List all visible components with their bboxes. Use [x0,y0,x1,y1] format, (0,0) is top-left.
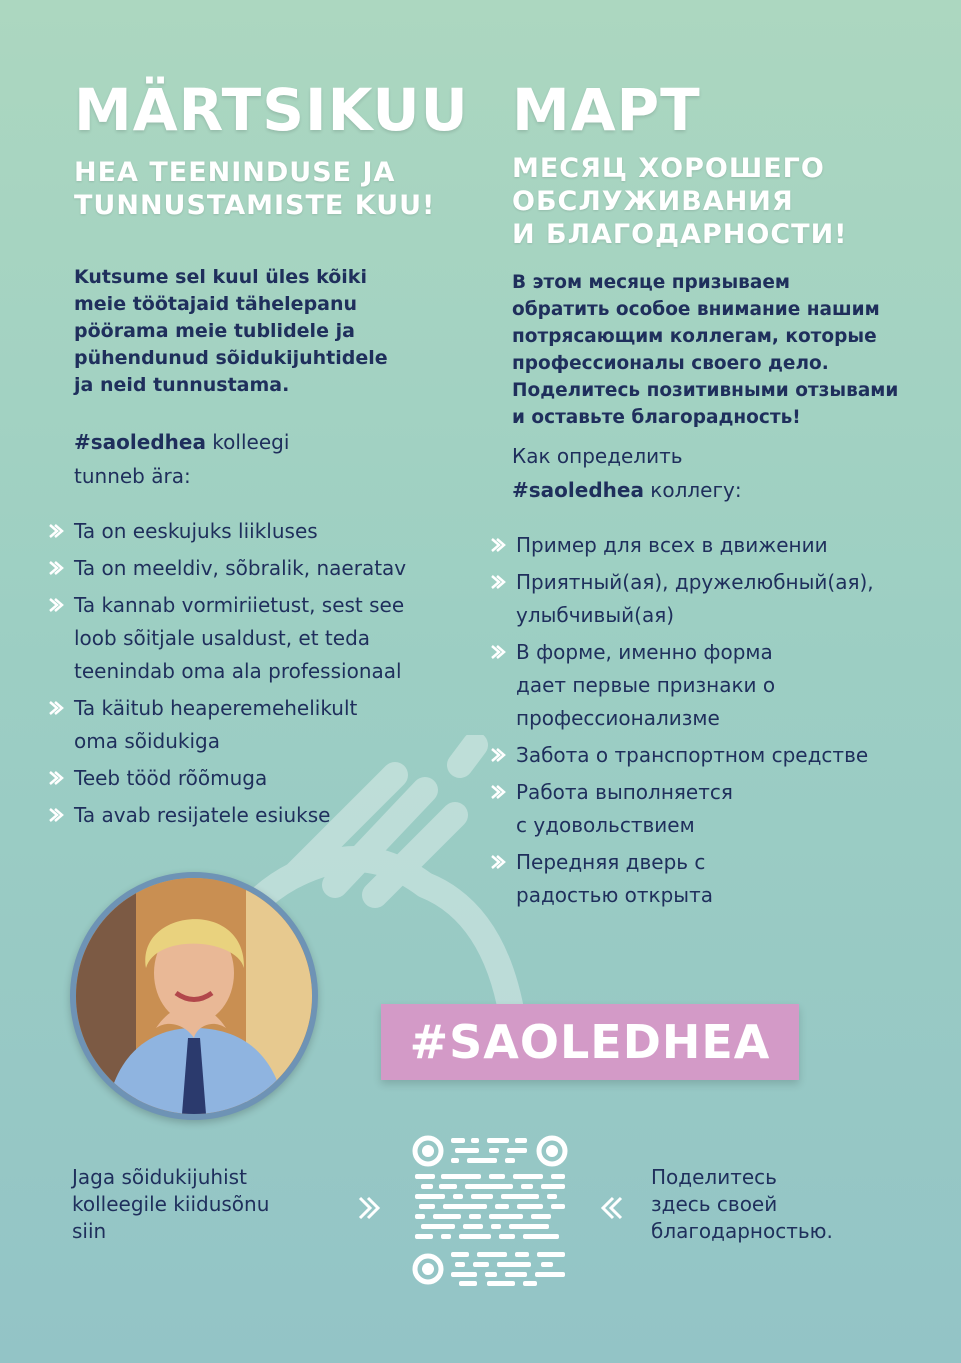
list-item [516,846,952,912]
footer-line: здесь своей [651,1192,778,1216]
russian-hashtag: #saoledhea [512,478,644,502]
list-item [516,776,952,842]
estonian-column [74,78,494,836]
estonian-title: MÄRTSIKUU [74,76,469,144]
footer-line: kolleegile kiidusõnu [72,1192,270,1216]
russian-intro-line: В этом месяце призываем [512,272,791,293]
driver-illustration [76,878,312,1114]
bullet-text: Работа выполняется [516,780,733,804]
list-item [516,529,952,562]
russian-intro-line: профессионалы своего дело. [512,353,829,374]
bullet-text: Передняя дверь с [516,850,706,874]
footer-line: siin [72,1219,107,1243]
chevron-right-icon [48,808,64,822]
russian-intro-line: обратить особое внимание нашим [512,299,880,320]
list-item [74,799,494,832]
footer-line: Поделитесь [651,1165,777,1189]
estonian-hashtag: #saoledhea [74,430,206,454]
footer-line: Jaga sõidukijuhist [72,1165,247,1189]
russian-intro-line: потрясающим коллегам, которые [512,326,877,347]
footer-line: благодарностью. [651,1219,833,1243]
chevron-right-icon [48,561,64,575]
list-item [74,692,494,758]
chevron-right-icon [48,598,64,612]
estonian-tag-rest1: kolleegi [205,430,290,454]
chevron-right-icon [48,524,64,538]
arrow-right-icon [357,1196,383,1220]
list-item [74,515,494,548]
russian-intro [512,269,952,431]
estonian-footer-text [72,1164,322,1245]
bullet-text: Ta kannab vormiriietust, sest see [74,593,405,617]
bullet-text: Ta on meeldiv, sõbralik, naeratav [74,556,407,580]
estonian-intro-line: pöörama meie tublidele ja [74,320,355,342]
chevron-right-icon [490,785,506,799]
russian-tag-line1: Как определить [512,444,683,468]
estonian-intro [74,264,494,399]
chevron-right-icon [490,575,506,589]
estonian-tagline [74,425,494,493]
list-item [516,739,952,772]
bullet-text: Забота о транспортном средстве [516,743,869,767]
bullet-text: В форме, именно форма [516,640,773,664]
list-item [74,762,494,795]
list-item [516,566,952,632]
bullet-text: Приятный(ая), дружелюбный(ая), [516,570,874,594]
bullet-text: Ta avab resijatele esiukse [74,803,331,827]
bullet-text: loob sõitjale usaldust, et teda [74,626,371,650]
chevron-right-icon [490,855,506,869]
bullet-text: Ta on eeskujuks liikluses [74,519,318,543]
driver-photo [70,872,318,1120]
russian-tag-rest: коллегу: [643,478,742,502]
estonian-intro-line: meie töötajaid tähelepanu [74,293,358,315]
russian-intro-line: Поделитесь позитивными отзывами [512,380,899,401]
bullet-text: улыбчивый(ая) [516,603,675,627]
estonian-intro-line: ja neid tunnustama. [74,374,290,396]
estonian-subtitle-line2: TUNNUSTAMISTE KUU! [74,190,436,221]
estonian-intro-line: pühendunud sõidukijuhtidele [74,347,388,369]
estonian-subtitle [74,156,494,222]
bullet-text: дает первые признаки о [516,673,776,697]
estonian-subtitle-line1: HEA TEENINDUSE JA [74,157,396,188]
qr-code[interactable] [411,1134,569,1286]
russian-subtitle-line3: И БЛАГОДАРНОСТИ! [512,219,848,250]
bullet-text: oma sõidukiga [74,729,221,753]
chevron-right-icon [48,771,64,785]
bullet-text: teenindab oma ala professionaal [74,659,402,683]
list-item [516,636,952,735]
russian-subtitle-line1: МЕСЯЦ ХОРОШЕГО [512,153,825,184]
arrow-left-icon [598,1196,624,1220]
chevron-right-icon [490,748,506,762]
bullet-text: Teeb tööd rõõmuga [74,766,268,790]
russian-footer-text [651,1164,911,1245]
russian-bullet-list [516,529,952,912]
list-item [74,552,494,585]
bullet-text: Пример для всех в движении [516,533,828,557]
russian-intro-line: и оставьте благорадность! [512,407,801,428]
chevron-right-icon [490,538,506,552]
chevron-right-icon [490,645,506,659]
bullet-text: радостью открыта [516,883,714,907]
russian-tagline [512,439,952,507]
bullet-text: профессионализме [516,706,720,730]
driver-photo-image [76,878,312,1114]
estonian-intro-line: Kutsume sel kuul üles kõiki [74,266,367,288]
russian-subtitle [512,152,952,251]
russian-column [512,78,952,916]
russian-title: МАРТ [512,76,701,144]
bullet-text: с удовольствием [516,813,695,837]
bullet-text: Ta käitub heaperemehelikult [74,696,358,720]
list-item [74,589,494,688]
estonian-bullet-list [74,515,494,832]
hashtag-badge: #SAOLEDHEA [381,1004,799,1080]
chevron-right-icon [48,701,64,715]
russian-subtitle-line2: ОБСЛУЖИВАНИЯ [512,186,794,217]
estonian-tag-rest2: tunneb ära: [74,464,191,488]
